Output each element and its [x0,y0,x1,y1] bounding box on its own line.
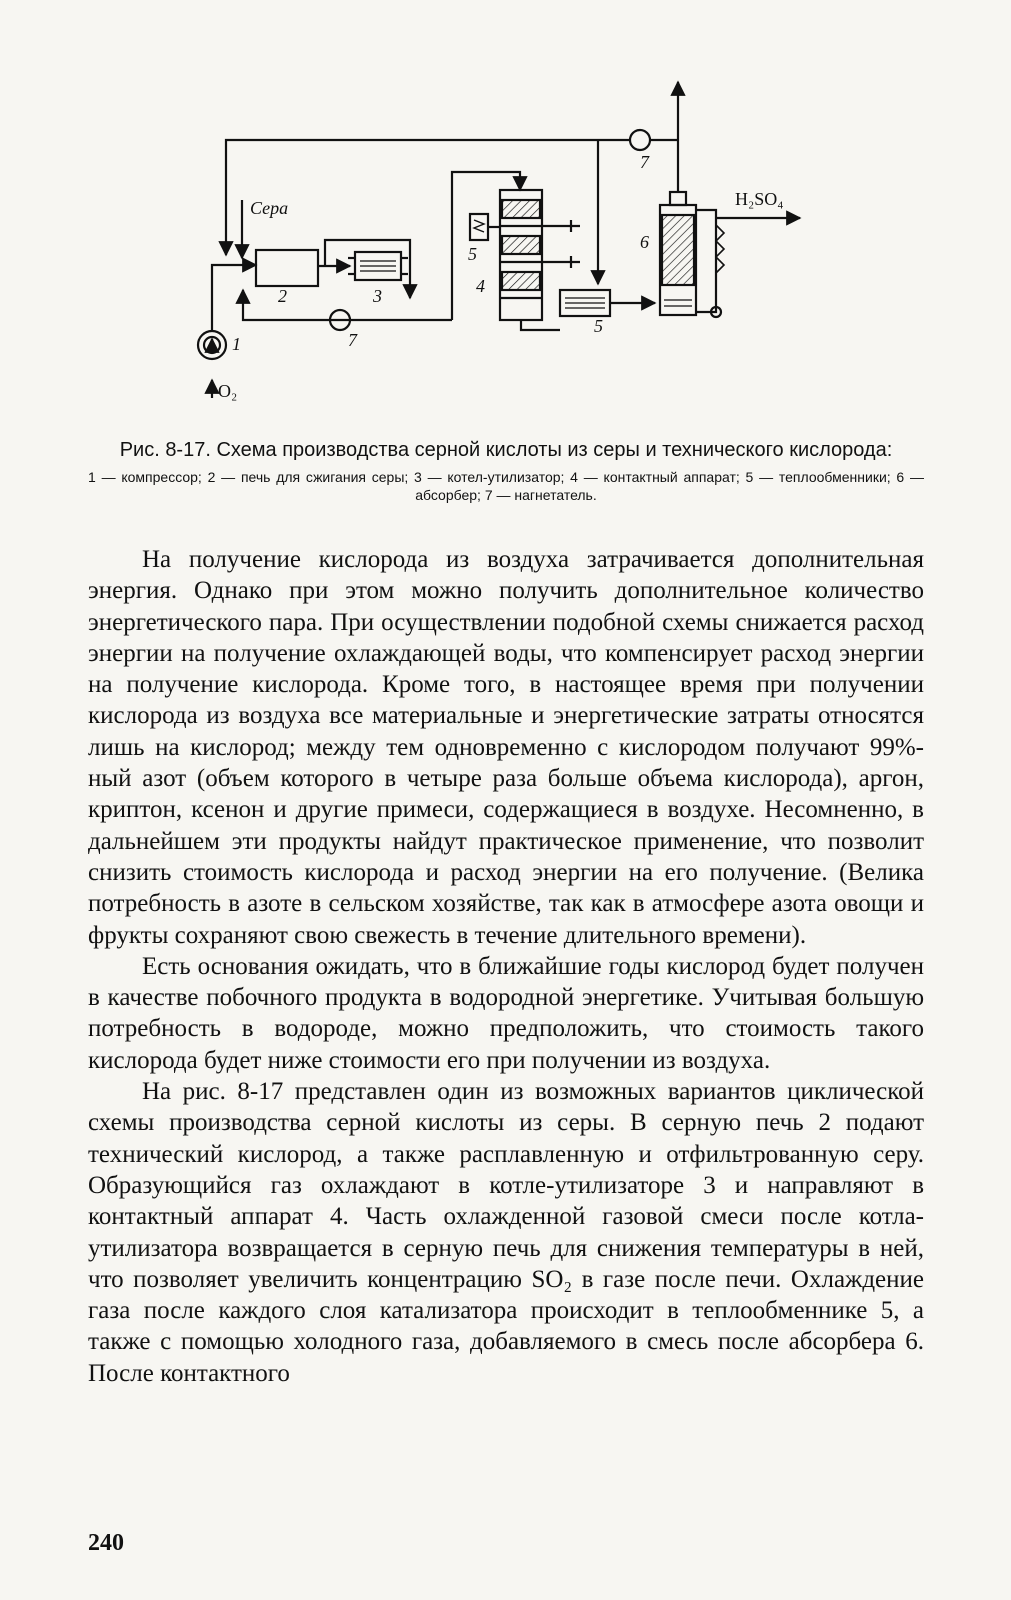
figure-caption [88,438,924,504]
label-5a: 5 [468,244,477,264]
label-oxygen: O₂ [218,381,238,401]
label-4: 4 [476,276,485,296]
label-7a: 7 [348,330,357,350]
label-sulfur: Сера [250,198,289,218]
recycle-line-bottom [243,290,452,320]
label-7b: 7 [640,152,649,172]
paragraph: Есть основания ожидать, что в ближайшие годы кислород будет получен в качестве побочного продукта в водородной энергетике. Учитывая большую потребность в водороде, можно предположить, что стоимость такого кислорода будет ниже стоимости его при получении из воздуха. [88,952,924,1074]
page-number: 240 [88,1530,124,1556]
body-text [88,544,924,1389]
paragraph: На получение кислорода из воздуха затрачивается дополнительная энергия. Однако при этом можно получить дополнительное количество энергетического пара. При осуществлении подобной схемы снижается расход энергии на получение охлаждающей воды, что компенсирует расход энергии на получение кислорода. Кроме того, в настоящее время при получении кислорода из воздуха все материальные и энергетические затраты относятся лишь на кислород; между тем одновременно с кислородом получают 99%-ный азот (объем которого в четыре раза больше объема кислорода), аргон, криптон, ксенон и другие примеси, содержащиеся в воздухе. Несомненно, в дальнейшем эти продукты найдут практическое применение, что позволит снизить стоимость кислорода и расход энергии на его получение. (Велика потребность в азоте в сельском хозяйстве, так как в атмосфере азота овощи и фрукты сохраняют свою свежесть в течение длительного времени). [88,546,924,949]
label-3: 3 [373,286,382,306]
caption-legend: 1 — компрессор; 2 — печь для сжигания серы; 3 — котел-утилизатор; 4 — контактный аппарат; 5 — теплообменники; 6 — абсорбер; 7 — нагнетатель. [88,469,924,503]
caption-title: Рис. 8-17. Схема производства серной кислоты из серы и технического кислорода: [119,439,893,461]
label-5b: 5 [594,316,603,336]
furnace-2 [256,250,318,286]
heat-exchanger-5-side [470,214,488,240]
blower-7-upper [630,130,650,150]
label-2: 2 [278,286,287,306]
paragraph: На рис. 8-17 представлен один из возможных вариантов циклической схемы производства серной кислоты из серы. В серную печь 2 подают технический кислород, а также расплавленную и отфильтрованную серу. Образующийся газ охлаждают в котле-утилизаторе 3 и направляют в контактный аппарат 4. Часть охлажденной газовой смеси после котла-утилизатора возвращается в серную печь для снижения температуры в ней, что позволяет увеличить концентрацию SO₂ в газе после печи. Охлаждение газа после каждого слоя катализатора происходит в теплообменнике 5, а также с помощью холодного газа, добавляемого в смесь после абсорбера 6. После контактного [88,1078,924,1387]
process-flow-diagram [180,70,820,430]
label-1: 1 [232,334,241,354]
label-acid: H₂SO₄ [735,189,784,209]
label-6: 6 [640,232,649,252]
